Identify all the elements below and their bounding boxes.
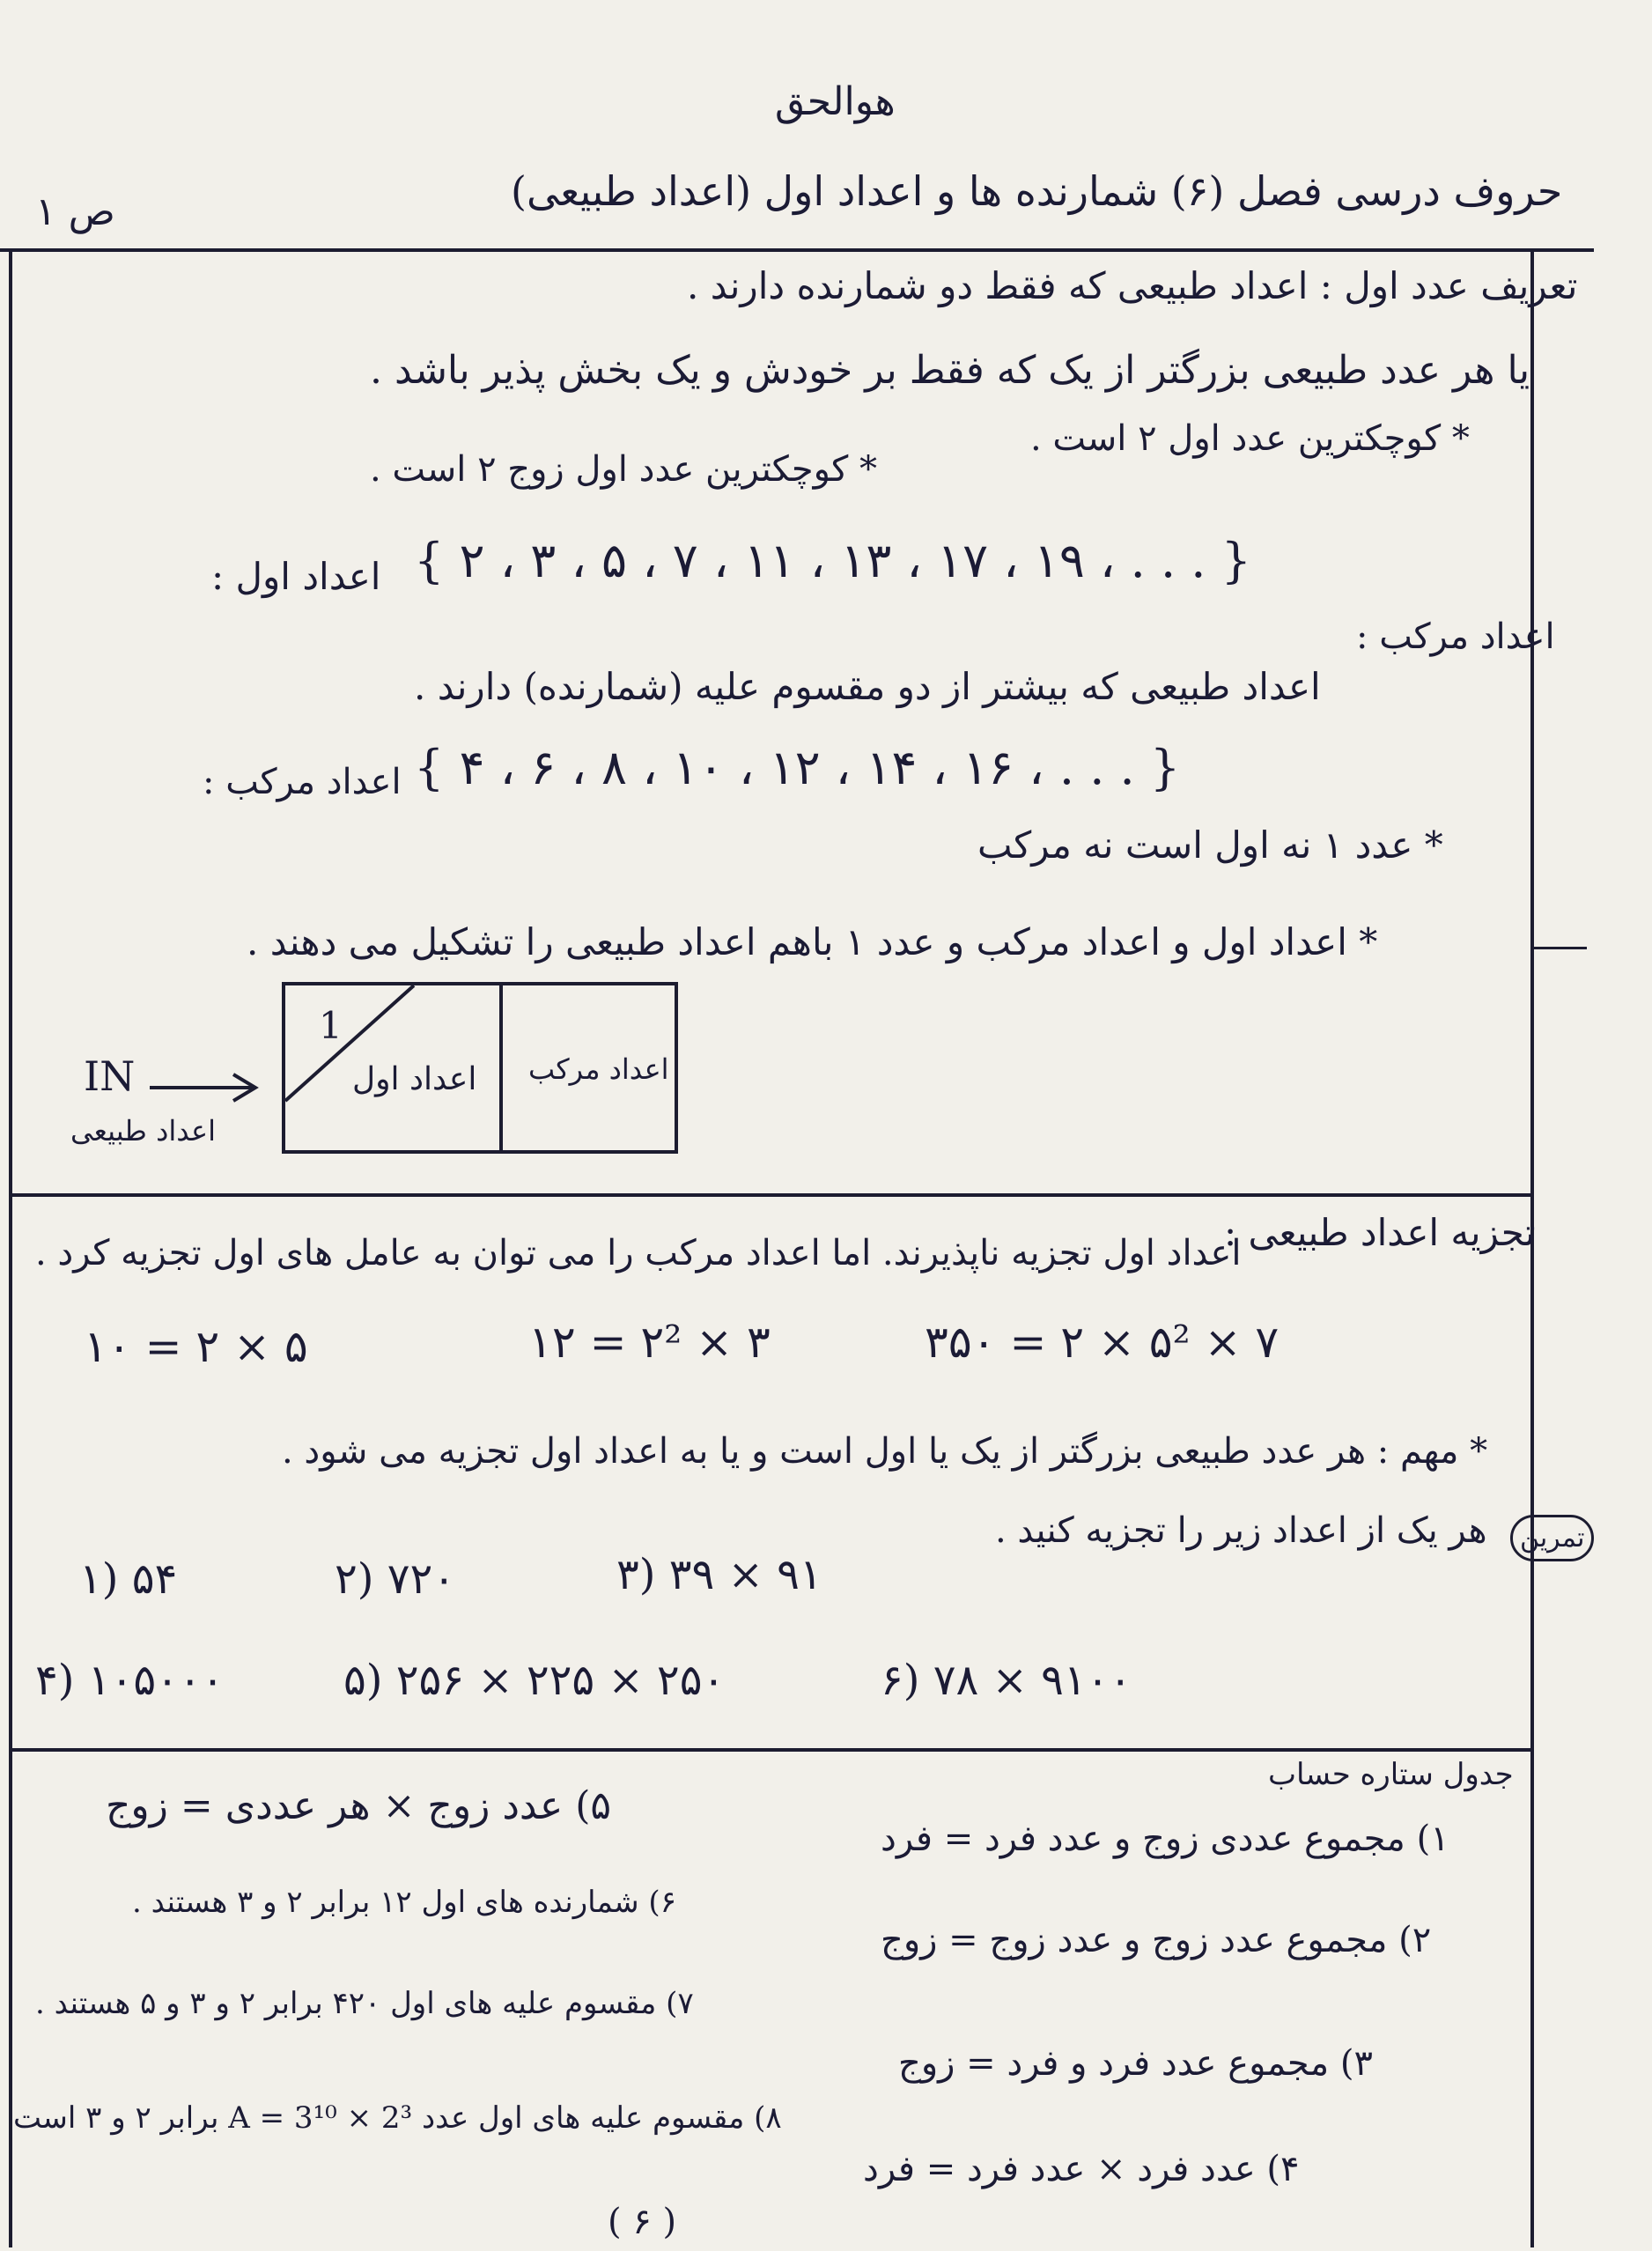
rule-6: ۶) شمارنده های اول ۱۲ برابر ۲ و ۳ هستند . <box>132 1885 676 1920</box>
exercise-2: ۲) ۷۲۰ <box>335 1554 456 1604</box>
exercise-5: ۵) ۲۵۶ × ۲۲۵ × ۲۵۰ <box>343 1656 726 1705</box>
prime-alt-definition: یا هر عدد طبیعی بزرگتر از یک که فقط بر خودش و یک بخش پذیر باشد . <box>370 348 1530 393</box>
header-title: هوالحق <box>775 79 896 124</box>
important-note: * مهم : هر عدد طبیعی بزرگتر از یک یا اول است و یا به اعداد اول تجزیه می شود . <box>282 1431 1488 1472</box>
rule-2: ۲) مجموع عدد زوج و عدد زوج = زوج <box>881 1920 1432 1960</box>
exercise-1: ۱) ۵۴ <box>79 1554 178 1604</box>
rule-1: ۱) مجموع عددی زوج و عدد فرد = فرد <box>881 1819 1449 1859</box>
section3-rule <box>9 1748 1532 1752</box>
diagram-one: 1 <box>319 1004 343 1047</box>
exercise-tag: تمرین <box>1510 1515 1594 1561</box>
rule-7: ۷) مقسوم علیه های اول ۴۲۰ برابر ۲ و ۳ و ۵ هستند . <box>35 1986 694 2021</box>
rule-4: ۴) عدد فرد × عدد فرد = فرد <box>863 2149 1300 2189</box>
exercise-3: ۳) ۳۹ × ۹۱ <box>616 1550 822 1599</box>
corner-note: ص ۱ <box>35 189 115 234</box>
exercise-6: ۶) ۷۸ × ۹۱۰۰ <box>881 1656 1132 1705</box>
composite-set: { ۴ ، ۶ ، ۸ ، ۱۰ ، ۱۲ ، ۱۴ ، ۱۶ ، . . . } <box>414 740 1181 795</box>
note-smallest-even-prime: * کوچکترین عدد اول زوج ۲ است . <box>370 449 877 490</box>
primes-set: { ۲ ، ۳ ، ۵ ، ۷ ، ۱۱ ، ۱۳ ، ۱۷ ، ۱۹ ، . . . } <box>414 533 1251 588</box>
factorization-title: تجزیه اعداد طبیعی : <box>1224 1211 1536 1254</box>
exercise-4: ۴) ۱۰۵۰۰۰ <box>35 1656 225 1705</box>
natural-label: اعداد طبیعی <box>70 1114 216 1148</box>
composite-label: اعداد مرکب : <box>203 762 402 802</box>
note-union: * اعداد اول و اعداد مرکب و عدد ۱ باهم اعداد طبیعی را تشکیل می دهند . <box>247 920 1378 963</box>
composite-title: اعداد مرکب : <box>1356 616 1555 657</box>
section2-rule <box>9 1193 1532 1197</box>
rule-5: ۵) عدد زوج × هر عددی = زوج <box>106 1783 612 1828</box>
rule-8: ۸) مقسوم علیه های اول عدد A = 3¹⁰ × 2³ برابر ۲ و ۳ است <box>13 2100 782 2136</box>
note-one: * عدد ۱ نه اول است نه مرکب <box>977 823 1443 867</box>
example-1: ۱۰ = ۲ × ۵ <box>84 1321 308 1372</box>
composite-definition: اعداد طبیعی که بیشتر از دو مقسوم علیه (شمارنده) دارند . <box>414 665 1321 708</box>
natural-symbol: IN <box>84 1052 136 1100</box>
diagram-composite: اعداد مرکب <box>528 1052 669 1086</box>
note-smallest-prime: * کوچکترین عدد اول ۲ است . <box>1030 418 1470 459</box>
rule-3: ۳) مجموع عدد فرد و فرد = زوج <box>898 2043 1373 2084</box>
factorization-text: اعداد اول تجزیه ناپذیرند. اما اعداد مرکب را می توان به عامل های اول تجزیه کرد . <box>35 1233 1242 1273</box>
header-subtitle: حروف درسی فصل (۶) شمارنده ها و اعداد اول (اعداد طبیعی) <box>511 167 1563 215</box>
page-number: ( ۶ ) <box>608 2202 677 2242</box>
exercise-prompt: هر یک از اعداد زیر را تجزیه کنید . <box>995 1510 1487 1551</box>
diagram-primes: اعداد اول <box>352 1061 477 1097</box>
example-2: ۱۲ = ۲² × ۳ <box>528 1317 771 1368</box>
prime-definition: تعریف عدد اول : اعداد طبیعی که فقط دو شمارنده دارند . <box>687 264 1578 307</box>
primes-label: اعداد اول : <box>211 555 381 598</box>
example-3: ۳۵۰ = ۲ × ۵² × ۷ <box>925 1317 1280 1368</box>
rules-heading: جدول ستاره حساب <box>1268 1757 1514 1792</box>
